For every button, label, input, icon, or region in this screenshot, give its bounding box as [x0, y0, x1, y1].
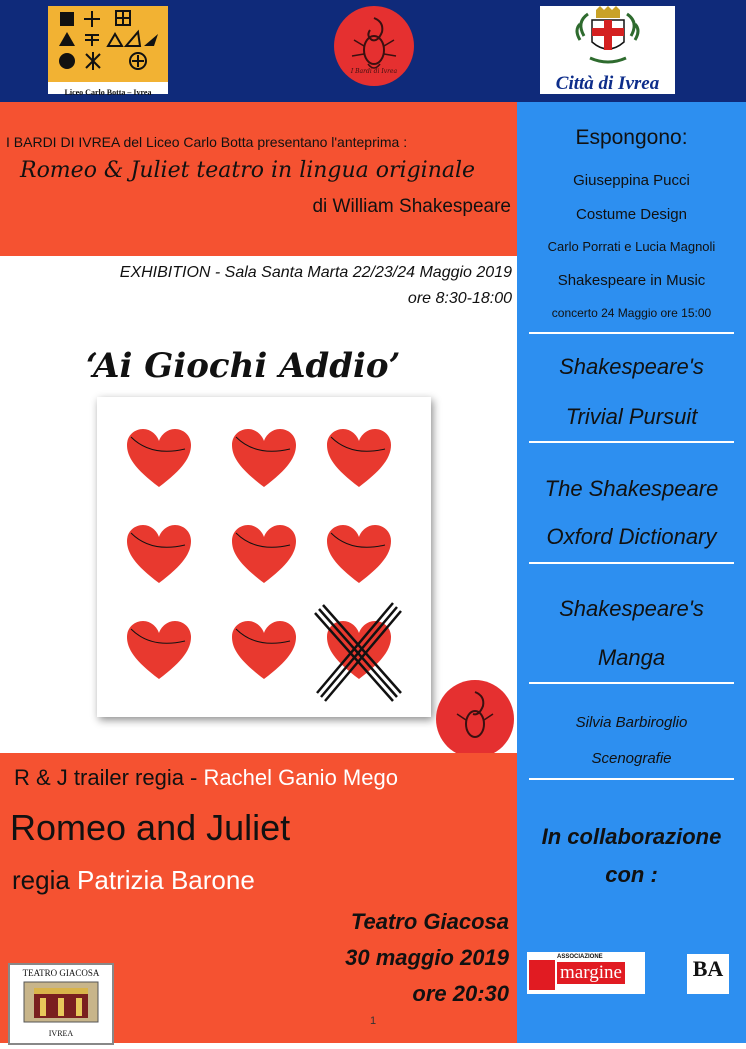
play-title: Romeo and Juliet — [10, 807, 291, 848]
regia-prefix: regia — [12, 865, 78, 895]
theatre-facade-icon — [10, 978, 112, 1028]
main-title: ‘Ai Giochi Addio’ — [86, 346, 401, 386]
trailer-director: Rachel Ganio Mego — [203, 765, 398, 790]
bardi-stamp — [436, 680, 514, 758]
venue: Teatro Giacosa — [350, 909, 509, 934]
sidebar-heading: Espongono: — [575, 126, 688, 149]
exhibit-title: Trivial Pursuit — [565, 404, 698, 429]
divider — [529, 332, 734, 334]
regia-director: Patrizia Barone — [77, 865, 255, 895]
exhibit-title: Oxford Dictionary — [546, 524, 717, 549]
intro-line: I BARDI DI IVREA del Liceo Carlo Botta presentano l'anteprima : — [6, 134, 408, 150]
teatro-giacosa-logo — [8, 963, 114, 1045]
margine-logo-text: margine — [557, 962, 625, 984]
exhibit-title: Shakespeare's — [559, 596, 704, 621]
intro-author: di William Shakespeare — [312, 196, 511, 217]
city-logo-caption: Città di Ivrea — [555, 73, 660, 94]
heart-icon — [127, 621, 191, 679]
exhibitor-role: Costume Design — [576, 206, 687, 223]
heart-icon — [327, 429, 391, 487]
heart-icon — [232, 525, 296, 583]
exhibitors-sidebar — [517, 102, 746, 1043]
bardi-logo-caption: I Bardi di Ivrea — [350, 68, 398, 75]
exhibit-title: Shakespeare's — [559, 354, 704, 379]
collaboration-heading: In collaborazione — [541, 824, 722, 849]
margine-logo-small: ASSOCIAZIONE — [557, 954, 603, 960]
liceo-logo-caption: Liceo Carlo Botta – Ivrea — [64, 88, 152, 97]
regia-line — [12, 865, 255, 896]
show-time: ore 20:30 — [412, 981, 509, 1006]
header-bar — [0, 0, 746, 102]
exhibit-title: Manga — [597, 645, 666, 670]
scorpion-stamp-icon — [436, 680, 514, 758]
heart-icon — [327, 525, 391, 583]
liceo-logo — [48, 6, 168, 97]
collaboration-heading-2: con : — [605, 862, 658, 887]
ba-logo-text: BA — [692, 956, 724, 981]
teatro-logo-city: IVREA — [48, 1029, 74, 1038]
exhibitor-name: Silvia Barbiroglio — [575, 714, 688, 731]
exhibitor-role: Scenografie — [591, 750, 672, 767]
heart-icon — [232, 621, 296, 679]
margine-logo — [527, 952, 645, 994]
heart-icon — [127, 429, 191, 487]
trailer-prefix: R & J trailer regia - — [14, 765, 204, 790]
ba-logo — [687, 954, 729, 994]
concert-note: concerto 24 Maggio ore 15:00 — [551, 306, 712, 320]
show-date: 30 maggio 2019 — [345, 945, 509, 970]
exhibitor-role: Shakespeare in Music — [557, 272, 706, 289]
intro-panel — [0, 102, 517, 256]
margine-logo-mark — [529, 960, 555, 990]
exhibition-line: EXHIBITION - Sala Santa Marta 22/23/24 Maggio 2019 — [119, 264, 512, 281]
bardi-logo — [334, 6, 414, 86]
heart-icon — [127, 525, 191, 583]
trailer-line — [14, 765, 398, 791]
tic-tac-toe-hearts — [97, 397, 431, 717]
exhibitor-name: Giuseppina Pucci — [573, 172, 690, 189]
exhibit-title: The Shakespeare — [544, 476, 719, 501]
hearts-card — [97, 397, 431, 717]
exhibitor-name: Carlo Porrati e Lucia Magnoli — [547, 239, 716, 254]
page-number: 1 — [370, 1015, 377, 1027]
divider — [529, 778, 734, 780]
performance-panel — [0, 753, 517, 1043]
heart-icon — [232, 429, 296, 487]
teatro-logo-title: TEATRO GIACOSA — [22, 968, 100, 978]
crossed-heart-icon — [315, 603, 401, 701]
exhibition-hours: ore 8:30-18:00 — [407, 290, 512, 307]
city-crest-icon — [540, 6, 675, 68]
divider — [529, 682, 734, 684]
intro-title: Romeo & Juliet teatro in lingua originale — [20, 158, 476, 183]
liceo-logo-symbols-icon — [48, 6, 168, 82]
citta-di-ivrea-logo — [540, 6, 675, 94]
divider — [529, 562, 734, 564]
divider — [529, 441, 734, 443]
